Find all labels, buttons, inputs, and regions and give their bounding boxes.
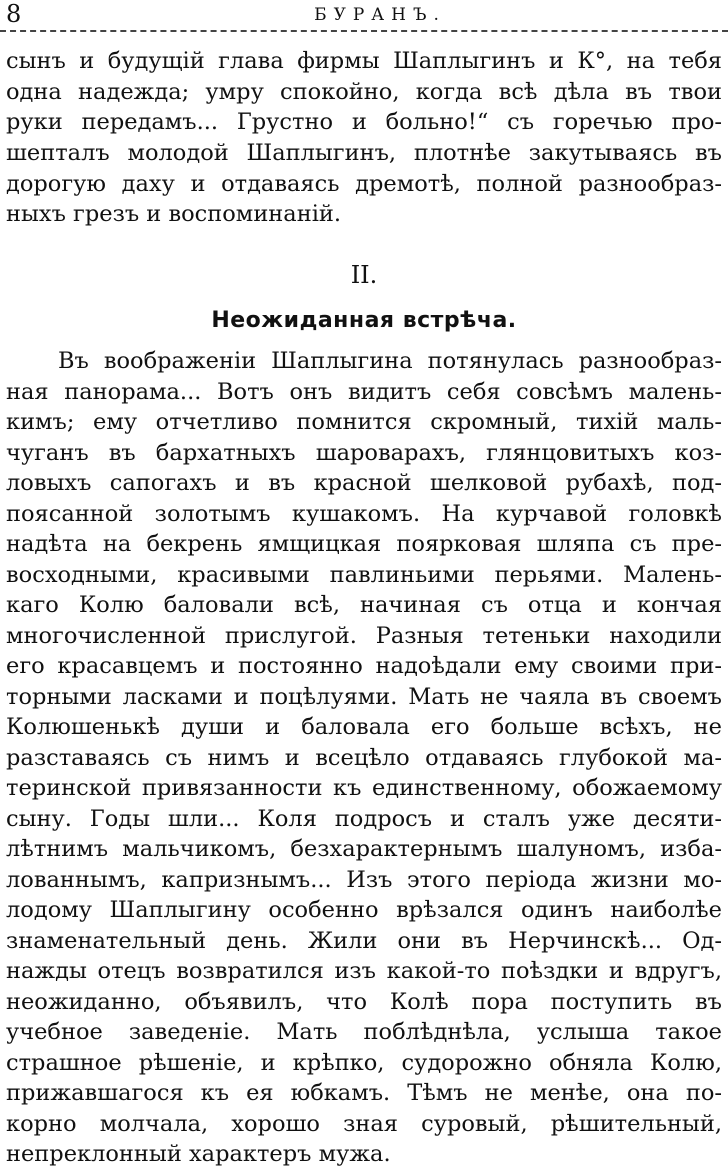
- text-line: лодому Шаплыгину особенно врѣзался одинъ наиболѣе: [6, 897, 722, 923]
- text-line: знаменательный день. Жили они въ Нерчинскѣ... Од-: [6, 927, 722, 954]
- header-rule: [0, 30, 728, 32]
- text-line: учебное заведеніе. Мать поблѣднѣла, услыша такое: [6, 1019, 722, 1045]
- text-line: ловыхъ сапогахъ и въ красной шелковой рубахѣ, под-: [6, 470, 722, 496]
- text-line: ныхъ грезъ и воспоминаній.: [6, 201, 342, 228]
- text-line: каго Колю баловали всѣ, начиная съ отца и кончая: [6, 592, 722, 618]
- text-line: неожиданно, объявилъ, что Колѣ пора поступить въ: [6, 988, 722, 1015]
- text-line: чуганъ въ бархатныхъ шароварахъ, глянцовитыхъ коз-: [6, 439, 722, 466]
- text-line: руки передамъ... Грустно и больно!“ съ горечью про-: [6, 109, 722, 136]
- text-line: прижавшагося къ ея юбкамъ. Тѣмъ не менѣе, она по-: [6, 1080, 722, 1106]
- chapter-number: II.: [350, 261, 378, 289]
- text-line: разставаясь съ нимъ и всецѣло отдаваясь глубокой ма-: [6, 744, 722, 771]
- text-line: дорогую даху и отдаваясь дремотѣ, полной разнообраз-: [6, 170, 722, 197]
- page-number: 8: [6, 0, 22, 28]
- text-line: страшное рѣшеніе, и крѣпко, судорожно обняла Колю,: [6, 1049, 722, 1076]
- text-line: одна надежда; умру спокойно, когда всѣ дѣла въ твои: [6, 78, 722, 105]
- text-line: нажды отецъ возвратился изъ какой-то поѣздки и вдругъ,: [6, 958, 722, 984]
- text-line: сынъ и будущій глава фирмы Шаплыгинъ и К°, на тебя: [6, 48, 722, 74]
- paragraph-continuation: [6, 46, 722, 230]
- text-line: сыну. Годы шли... Коля подросъ и сталъ уже десяти-: [6, 805, 722, 832]
- page-header: [0, 0, 728, 30]
- text-line: лѣтнимъ мальчикомъ, безхарактернымъ шалуномъ, изба-: [6, 836, 722, 862]
- paragraph-main: [6, 346, 722, 1170]
- text-line: кимъ; ему отчетливо помнится скромный, тихій маль-: [6, 409, 722, 435]
- text-line: Колюшенькѣ души и баловала его больше всѣхъ, не: [6, 714, 722, 740]
- text-line: корно молчала, хорошо зная суровый, рѣшительный,: [6, 1110, 722, 1137]
- text-line: Въ воображеніи Шаплыгина потянулась разнообраз-: [58, 348, 722, 374]
- text-line: ная панорама... Вотъ онъ видитъ себя совсѣмъ малень-: [6, 378, 722, 405]
- running-head: БУРАНЪ.: [314, 5, 446, 25]
- text-line: теринской привязанности къ единственному, обожаемому: [6, 775, 722, 801]
- text-line: надѣта на бекрень ямщицкая поярковая шляпа съ пре-: [6, 531, 722, 557]
- text-line: лованнымъ, капризнымъ... Изъ этого періода жизни мо-: [6, 866, 722, 893]
- text-line: восходными, красивыми павлиньими перьями. Малень-: [6, 561, 722, 588]
- text-line: поясанной золотымъ кушакомъ. На курчавой головкѣ: [6, 500, 722, 527]
- text-line: торными ласками и поцѣлуями. Мать не чаяла въ своемъ: [6, 683, 722, 710]
- text-line: многочисленной прислугой. Разныя тетеньки находили: [6, 622, 722, 649]
- text-line: его красавцемъ и постоянно надоѣдали ему своими при-: [6, 653, 722, 679]
- text-line: непреклонный характеръ мужа.: [6, 1141, 391, 1167]
- text-line: шепталъ молодой Шаплыгинъ, плотнѣе закутываясь въ: [6, 140, 722, 167]
- chapter-title: Неожиданная встрѣча.: [211, 308, 517, 333]
